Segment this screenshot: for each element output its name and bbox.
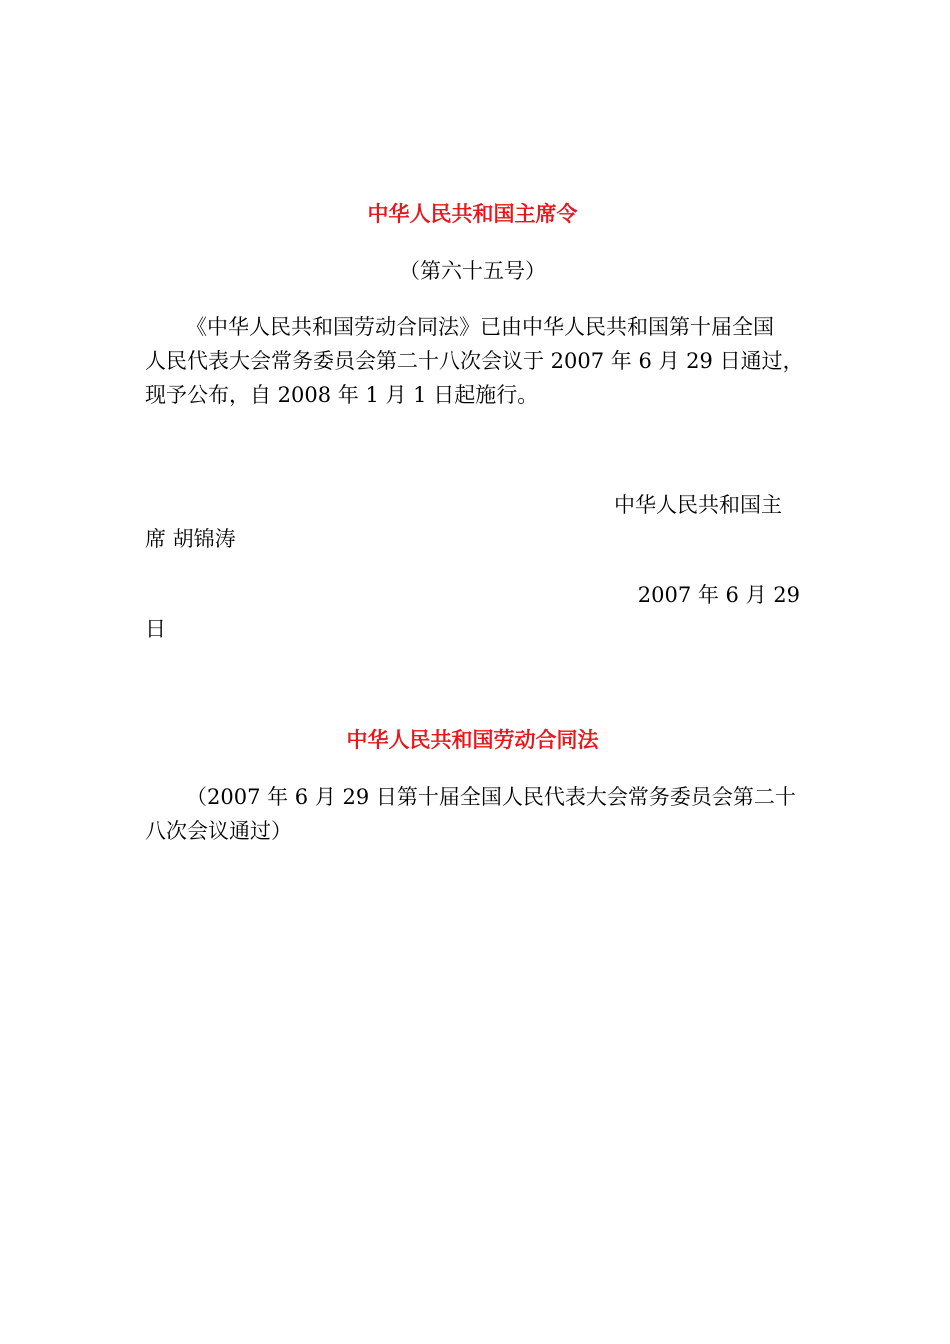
order-body-line: 现予公布，自 2008 年 1 月 1 日起施行。 <box>145 383 539 407</box>
signature-title: 中华人民共和国主 <box>614 493 782 517</box>
order-date-continued: 日 <box>145 617 166 641</box>
signature-name: 席 胡锦涛 <box>145 527 236 551</box>
law-note-line: 八次会议通过） <box>145 819 292 843</box>
law-title: 中华人民共和国劳动合同法 <box>346 728 599 752</box>
order-body-line: 人民代表大会常务委员会第二十八次会议于 2007 年 6 月 29 日通过， <box>145 349 804 373</box>
order-date: 2007 年 6 月 29 <box>637 583 800 607</box>
order-number: （第六十五号） <box>399 259 546 283</box>
order-title: 中华人民共和国主席令 <box>367 202 578 226</box>
order-body-line: 《中华人民共和国劳动合同法》已由中华人民共和国第十届全国 <box>186 315 774 339</box>
law-note-line: （2007 年 6 月 29 日第十届全国人民代表大会常务委员会第二十 <box>186 785 796 809</box>
